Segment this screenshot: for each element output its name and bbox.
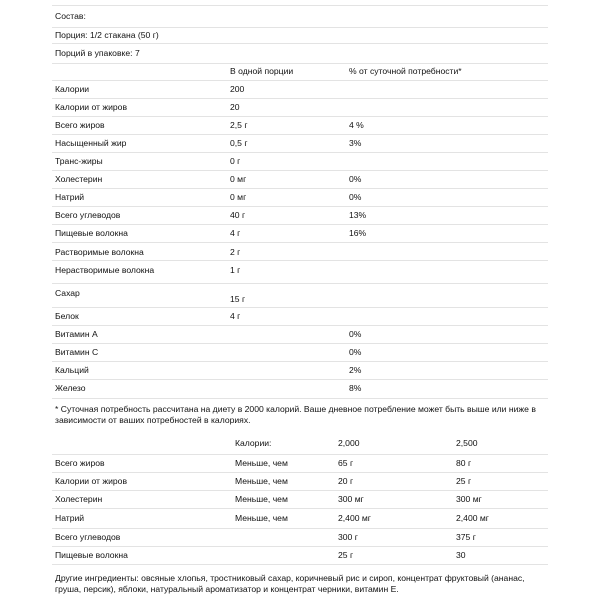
- table-row: [52, 189, 548, 207]
- reference-value-2500: 300 мг: [456, 494, 482, 504]
- table-row: [52, 362, 548, 380]
- column-header-daily-value: % от суточной потребности*: [349, 66, 462, 76]
- nutrient-dv: 0%: [349, 192, 362, 202]
- table-row: [52, 225, 548, 243]
- table-row: [52, 243, 548, 261]
- nutrient-amount: 1 г: [230, 265, 241, 275]
- nutrient-dv: 8%: [349, 383, 362, 393]
- reference-value-2500: 80 г: [456, 458, 472, 468]
- reference-calories-label: Калории:: [235, 438, 272, 448]
- table-row: [52, 308, 548, 326]
- column-header-per-serving: В одной порции: [230, 66, 294, 76]
- table-row: [52, 99, 548, 117]
- nutrient-name: Нерастворимые волокна: [55, 265, 155, 275]
- reference-value-2000: 65 г: [338, 458, 354, 468]
- nutrient-name: Витамин А: [55, 329, 98, 339]
- nutrient-dv: 13%: [349, 210, 367, 220]
- nutrient-dv: 4 %: [349, 120, 364, 130]
- table-row: [52, 117, 548, 135]
- nutrient-amount: 4 г: [230, 311, 241, 321]
- nutrient-amount: 15 г: [230, 294, 246, 304]
- reference-table-header: [52, 434, 548, 455]
- nutrient-amount: 2 г: [230, 247, 241, 257]
- reference-nutrient: Натрий: [55, 513, 85, 523]
- table-row: [52, 153, 548, 171]
- table-row: [52, 284, 548, 308]
- nutrient-name: Сахар: [55, 288, 80, 298]
- nutrient-dv: 2%: [349, 365, 362, 375]
- reference-value-2500: 30: [456, 550, 466, 560]
- nutrient-name: Пищевые волокна: [55, 228, 128, 238]
- table-row: [52, 135, 548, 153]
- table-row: [52, 207, 548, 225]
- reference-value-2000: 20 г: [338, 476, 354, 486]
- nutrient-name: Растворимые волокна: [55, 247, 144, 257]
- reference-value-2000: 300 г: [338, 532, 358, 542]
- nutrient-amount: 0,5 г: [230, 138, 248, 148]
- nutrient-name: Кальций: [55, 365, 89, 375]
- reference-value-2500: 25 г: [456, 476, 472, 486]
- reference-column-2500: 2,500: [456, 438, 478, 448]
- table-row: [52, 261, 548, 284]
- reference-qualifier: Меньше, чем: [235, 476, 288, 486]
- table-row: [52, 473, 548, 491]
- nutrient-amount: 40 г: [230, 210, 246, 220]
- nutrient-amount: 2,5 г: [230, 120, 248, 130]
- reference-value-2000: 300 мг: [338, 494, 364, 504]
- composition-label: Состав:: [55, 11, 86, 21]
- nutrient-name: Белок: [55, 311, 79, 321]
- reference-nutrient: Калории от жиров: [55, 476, 128, 486]
- reference-value-2000: 25 г: [338, 550, 354, 560]
- reference-nutrient: Всего жиров: [55, 458, 105, 468]
- nutrient-name: Холестерин: [55, 174, 103, 184]
- table-row: [52, 81, 548, 99]
- reference-qualifier: Меньше, чем: [235, 513, 288, 523]
- nutrient-name: Калории: [55, 84, 90, 94]
- nutrient-amount: 20: [230, 102, 240, 112]
- nutrient-name: Калории от жиров: [55, 102, 128, 112]
- reference-qualifier: Меньше, чем: [235, 458, 288, 468]
- reference-nutrient: Пищевые волокна: [55, 550, 128, 560]
- reference-value-2500: 375 г: [456, 532, 476, 542]
- reference-value-2000: 2,400 мг: [338, 513, 371, 523]
- nutrient-amount: 200: [230, 84, 245, 94]
- reference-column-2000: 2,000: [338, 438, 360, 448]
- nutrient-name: Всего жиров: [55, 120, 105, 130]
- nutrient-name: Всего углеводов: [55, 210, 121, 220]
- table-row: [52, 455, 548, 473]
- table-row: [52, 547, 548, 565]
- nutrient-amount: 0 мг: [230, 174, 247, 184]
- table-row: [52, 529, 548, 547]
- servings-per-package-row: [52, 44, 548, 64]
- reference-nutrient: Холестерин: [55, 494, 103, 504]
- serving-label: Порция:: [55, 30, 88, 40]
- nutrient-dv: 0%: [349, 329, 362, 339]
- nutrient-dv: 16%: [349, 228, 367, 238]
- composition-row: [52, 5, 548, 28]
- nutrient-name: Натрий: [55, 192, 85, 202]
- nutrient-name: Транс-жиры: [55, 156, 103, 166]
- reference-nutrient: Всего углеводов: [55, 532, 121, 542]
- reference-value-2500: 2,400 мг: [456, 513, 489, 523]
- nutrition-table-header: [52, 64, 548, 81]
- table-row: [52, 491, 548, 509]
- table-row: [52, 509, 548, 529]
- nutrient-amount: 0 г: [230, 156, 241, 166]
- serving-row: [52, 27, 548, 44]
- reference-qualifier: Меньше, чем: [235, 494, 288, 504]
- servings-per-package: Порций в упаковке: 7: [55, 48, 140, 58]
- table-row: [52, 344, 548, 362]
- table-row: [52, 380, 548, 399]
- nutrient-amount: 4 г: [230, 228, 241, 238]
- nutrient-name: Витамин С: [55, 347, 99, 357]
- ingredients-text: Другие ингредиенты: овсяные хлопья, тростниковый сахар, коричневый рис и сироп, концентрат фруктовый (ананас, груша, персик), яблоки, натуральный ароматизатор и концентрат черники, витамин Е.: [55, 573, 525, 594]
- serving-value: 1/2 стакана (50 г): [90, 30, 159, 40]
- table-row: [52, 171, 548, 189]
- nutrient-amount: 0 мг: [230, 192, 247, 202]
- nutrient-name: Железо: [55, 383, 86, 393]
- table-row: [52, 326, 548, 344]
- nutrient-dv: 3%: [349, 138, 362, 148]
- daily-value-footnote: * Суточная потребность рассчитана на диету в 2000 калорий. Ваше дневное потребление может быть выше или ниже в зависимости от ваших потребностей в калориях.: [55, 404, 536, 425]
- nutrient-name: Насыщенный жир: [55, 138, 127, 148]
- nutrient-dv: 0%: [349, 174, 362, 184]
- nutrient-dv: 0%: [349, 347, 362, 357]
